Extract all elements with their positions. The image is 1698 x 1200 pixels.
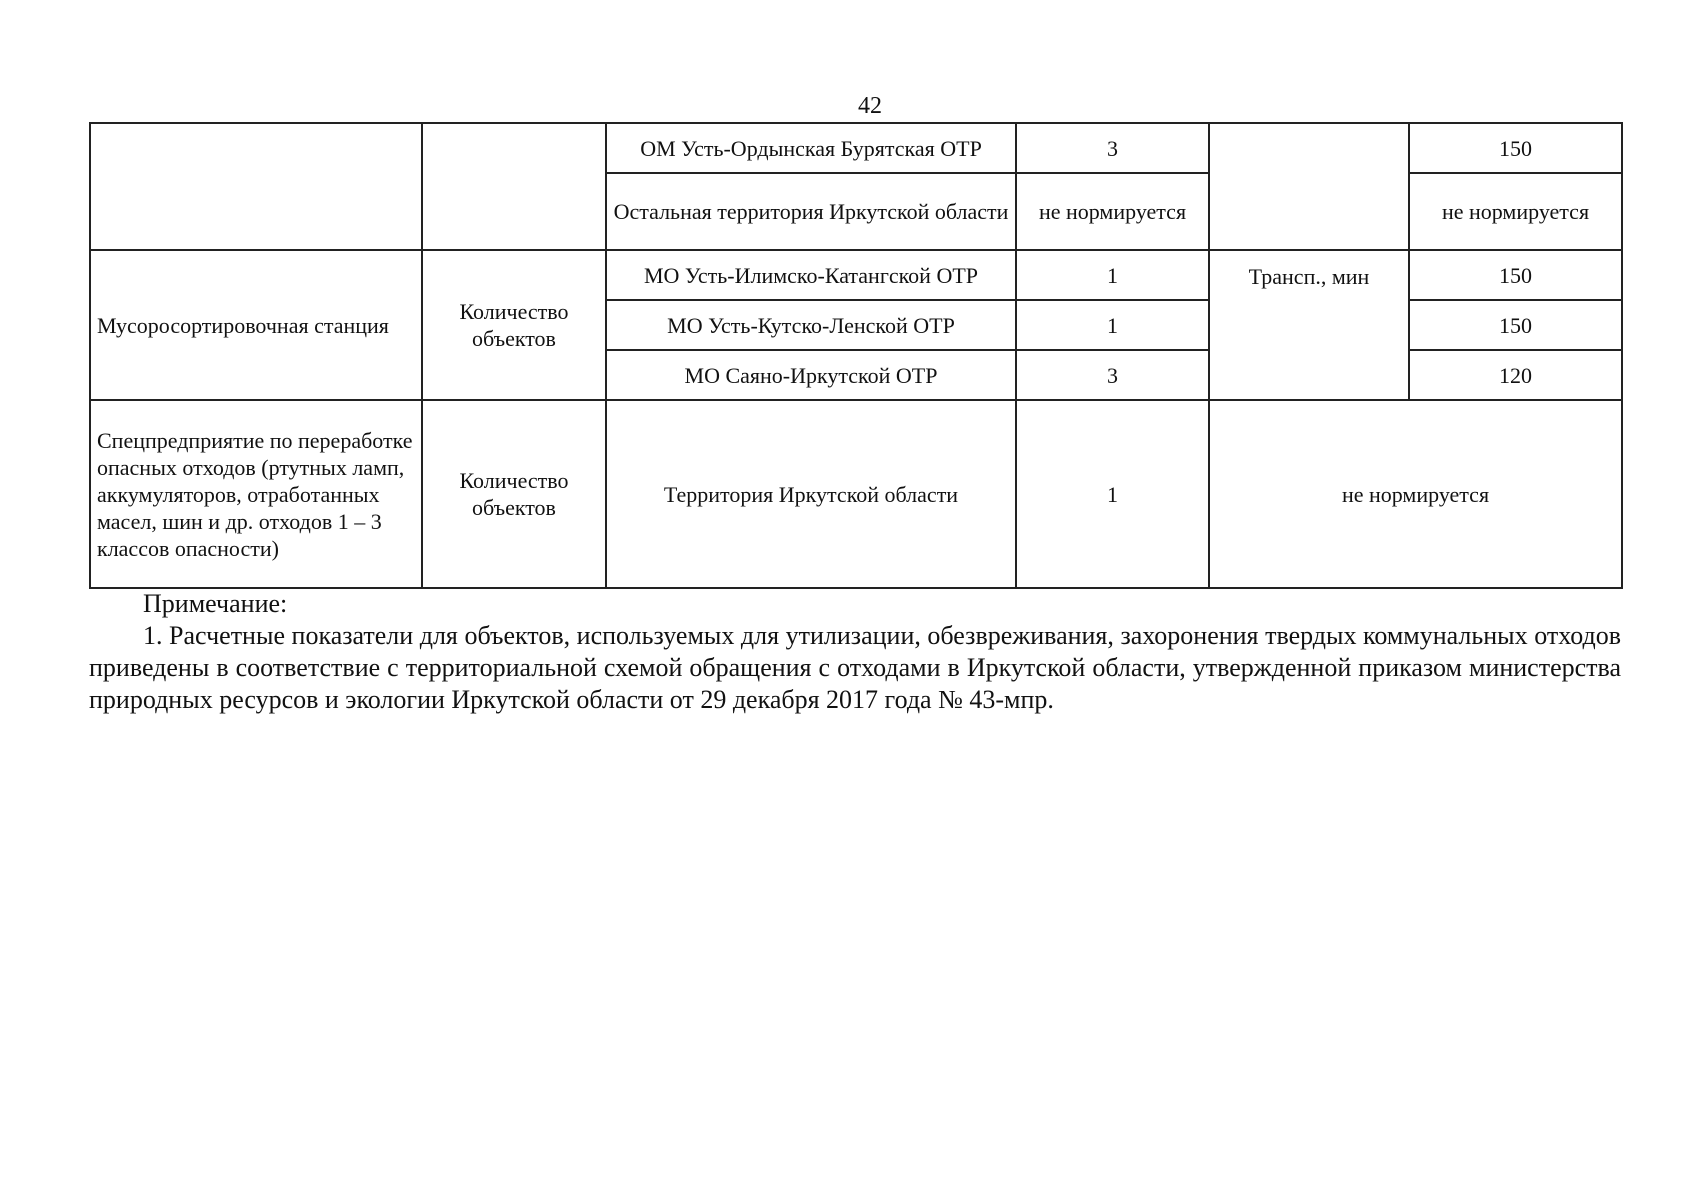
territory-cell: МО Саяно-Иркутской ОТР (606, 350, 1016, 400)
page-number: 42 (858, 93, 882, 119)
territory-cell: Территория Иркутской области (606, 400, 1016, 588)
value-cell: 3 (1016, 123, 1209, 173)
value-cell: 1 (1016, 300, 1209, 350)
time-cell: 150 (1409, 250, 1622, 300)
object-cell-empty (90, 123, 422, 250)
table-row (90, 123, 1622, 173)
time-cell: 120 (1409, 350, 1622, 400)
time-cell: не нормируется (1409, 173, 1622, 250)
note-block (89, 588, 1621, 716)
indicator-cell: Количество объектов (422, 250, 606, 400)
object-cell: Спецпредприятие по переработке опасных отходов (ртутных ламп, аккумуляторов, отработанных масел, шин и др. отходов 1 – 3 классов опасности) (90, 400, 422, 588)
note-text: 1. Расчетные показатели для объектов, используемых для утилизации, обезвреживания, захоронения твердых коммунальных отходов приведены в соответствие с территориальной схемой обращения с отходами в Иркутской области, утвержденной приказом министерства природных ресурсов и экологии Иркутской области от 29 декабря 2017 года № 43-мпр. (89, 621, 1621, 714)
value-cell: 1 (1016, 250, 1209, 300)
time-cell: 150 (1409, 123, 1622, 173)
territory-cell: МО Усть-Кутско-Ленской ОТР (606, 300, 1016, 350)
territory-cell: МО Усть-Илимско-Катангской ОТР (606, 250, 1016, 300)
territory-cell: ОМ Усть-Ордынская Бурятская ОТР (606, 123, 1016, 173)
accessibility-cell: не нормируется (1209, 400, 1622, 588)
note-title: Примечание: (143, 589, 288, 618)
table-row (90, 400, 1622, 588)
transport-cell-empty (1209, 123, 1409, 250)
value-cell: не нормируется (1016, 173, 1209, 250)
table-row (90, 250, 1622, 300)
value-cell: 3 (1016, 350, 1209, 400)
indicator-cell-empty (422, 123, 606, 250)
territory-cell: Остальная территория Иркутской области (606, 173, 1016, 250)
norms-table (89, 122, 1623, 589)
object-cell: Мусоросортировочная станция (90, 250, 422, 400)
transport-cell: Трансп., мин (1209, 250, 1409, 400)
time-cell: 150 (1409, 300, 1622, 350)
value-cell: 1 (1016, 400, 1209, 588)
indicator-cell: Количество объектов (422, 400, 606, 588)
